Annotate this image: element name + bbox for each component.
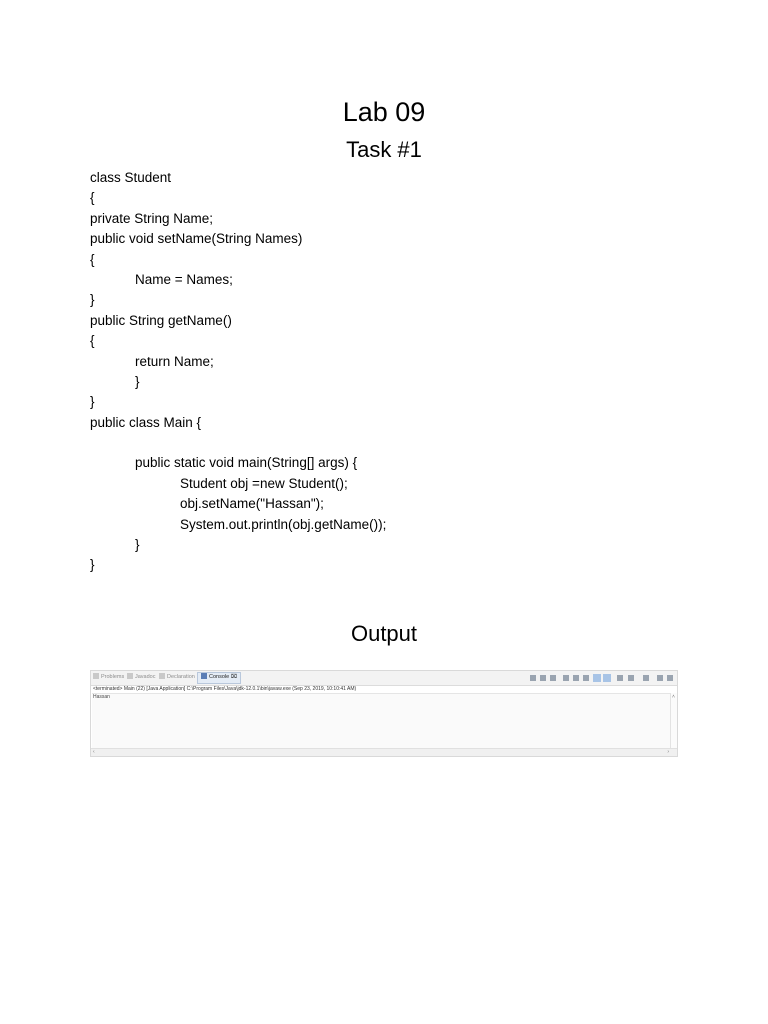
output-heading: Output	[350, 621, 418, 646]
scroll-up-icon[interactable]: ˄	[672, 694, 675, 700]
pin-console-icon[interactable]	[617, 675, 623, 681]
open-console-icon[interactable]	[643, 675, 649, 681]
show-on-stderr-icon[interactable]	[603, 674, 611, 682]
code-line: public class Main {	[90, 414, 202, 430]
console-output-area[interactable]	[92, 693, 672, 751]
tab-label: Javadoc	[135, 674, 156, 680]
code-line: Name = Names;	[135, 271, 233, 287]
problems-icon	[93, 673, 99, 679]
code-line: {	[90, 190, 95, 206]
word-wrap-icon[interactable]	[583, 675, 589, 681]
code-line	[90, 433, 386, 453]
tab-javadoc[interactable]	[127, 673, 156, 682]
tab-problems[interactable]	[93, 673, 124, 682]
task-heading: Task #1	[346, 137, 422, 162]
javadoc-icon	[127, 673, 133, 679]
console-screenshot	[90, 670, 678, 757]
vertical-scrollbar[interactable]	[670, 693, 677, 751]
clear-console-icon[interactable]	[563, 675, 569, 681]
console-output-text: Hassan	[93, 694, 110, 700]
tab-label: Problems	[101, 674, 125, 680]
code-line: }	[90, 557, 95, 573]
show-on-stdout-icon[interactable]	[593, 674, 601, 682]
code-line: class Student	[90, 170, 172, 185]
display-console-icon[interactable]	[628, 675, 634, 681]
close-icon[interactable]: ⌧	[230, 674, 238, 680]
code-line: }	[135, 537, 140, 553]
code-line: obj.setName("Hassan");	[180, 496, 324, 512]
scroll-left-icon[interactable]: ‹	[93, 749, 95, 755]
code-line: System.out.println(obj.getName());	[180, 516, 387, 532]
code-line: {	[90, 333, 95, 349]
code-line: public void setName(String Names)	[90, 231, 303, 247]
scroll-lock-icon[interactable]	[573, 675, 579, 681]
minimize-icon[interactable]	[657, 675, 663, 681]
code-line: Student obj =new Student();	[180, 475, 348, 491]
terminated-status: <terminated> Main (22) [Java Application] C:\Program Files\Java\jdk-12.0.1\bin\javaw.exe (Sep 23, 2019, 10:10:41 AM)	[93, 686, 357, 692]
tab-declaration[interactable]	[159, 673, 195, 682]
tab-label: Declaration	[167, 674, 195, 680]
console-icon	[201, 673, 207, 679]
code-line: }	[135, 373, 140, 389]
horizontal-scrollbar[interactable]	[91, 748, 677, 756]
code-line: {	[90, 251, 95, 267]
tab-label: Console	[209, 674, 230, 680]
remove-launch-icon[interactable]	[540, 675, 546, 681]
document-title: Lab 09	[342, 97, 426, 127]
code-line: }	[90, 394, 95, 410]
tab-console[interactable]	[197, 672, 241, 684]
code-line: }	[90, 292, 95, 308]
code-line: return Name;	[135, 353, 214, 369]
code-line: public static void main(String[] args) {	[135, 455, 358, 471]
code-line: public String getName()	[90, 312, 232, 328]
code-line: private String Name;	[90, 210, 214, 226]
code-block	[90, 168, 386, 576]
remove-all-icon[interactable]	[550, 675, 556, 681]
terminate-icon[interactable]	[530, 675, 536, 681]
console-tab-bar	[91, 671, 677, 686]
scroll-right-icon[interactable]: ›	[667, 749, 669, 755]
maximize-icon[interactable]	[667, 675, 673, 681]
declaration-icon	[159, 673, 165, 679]
